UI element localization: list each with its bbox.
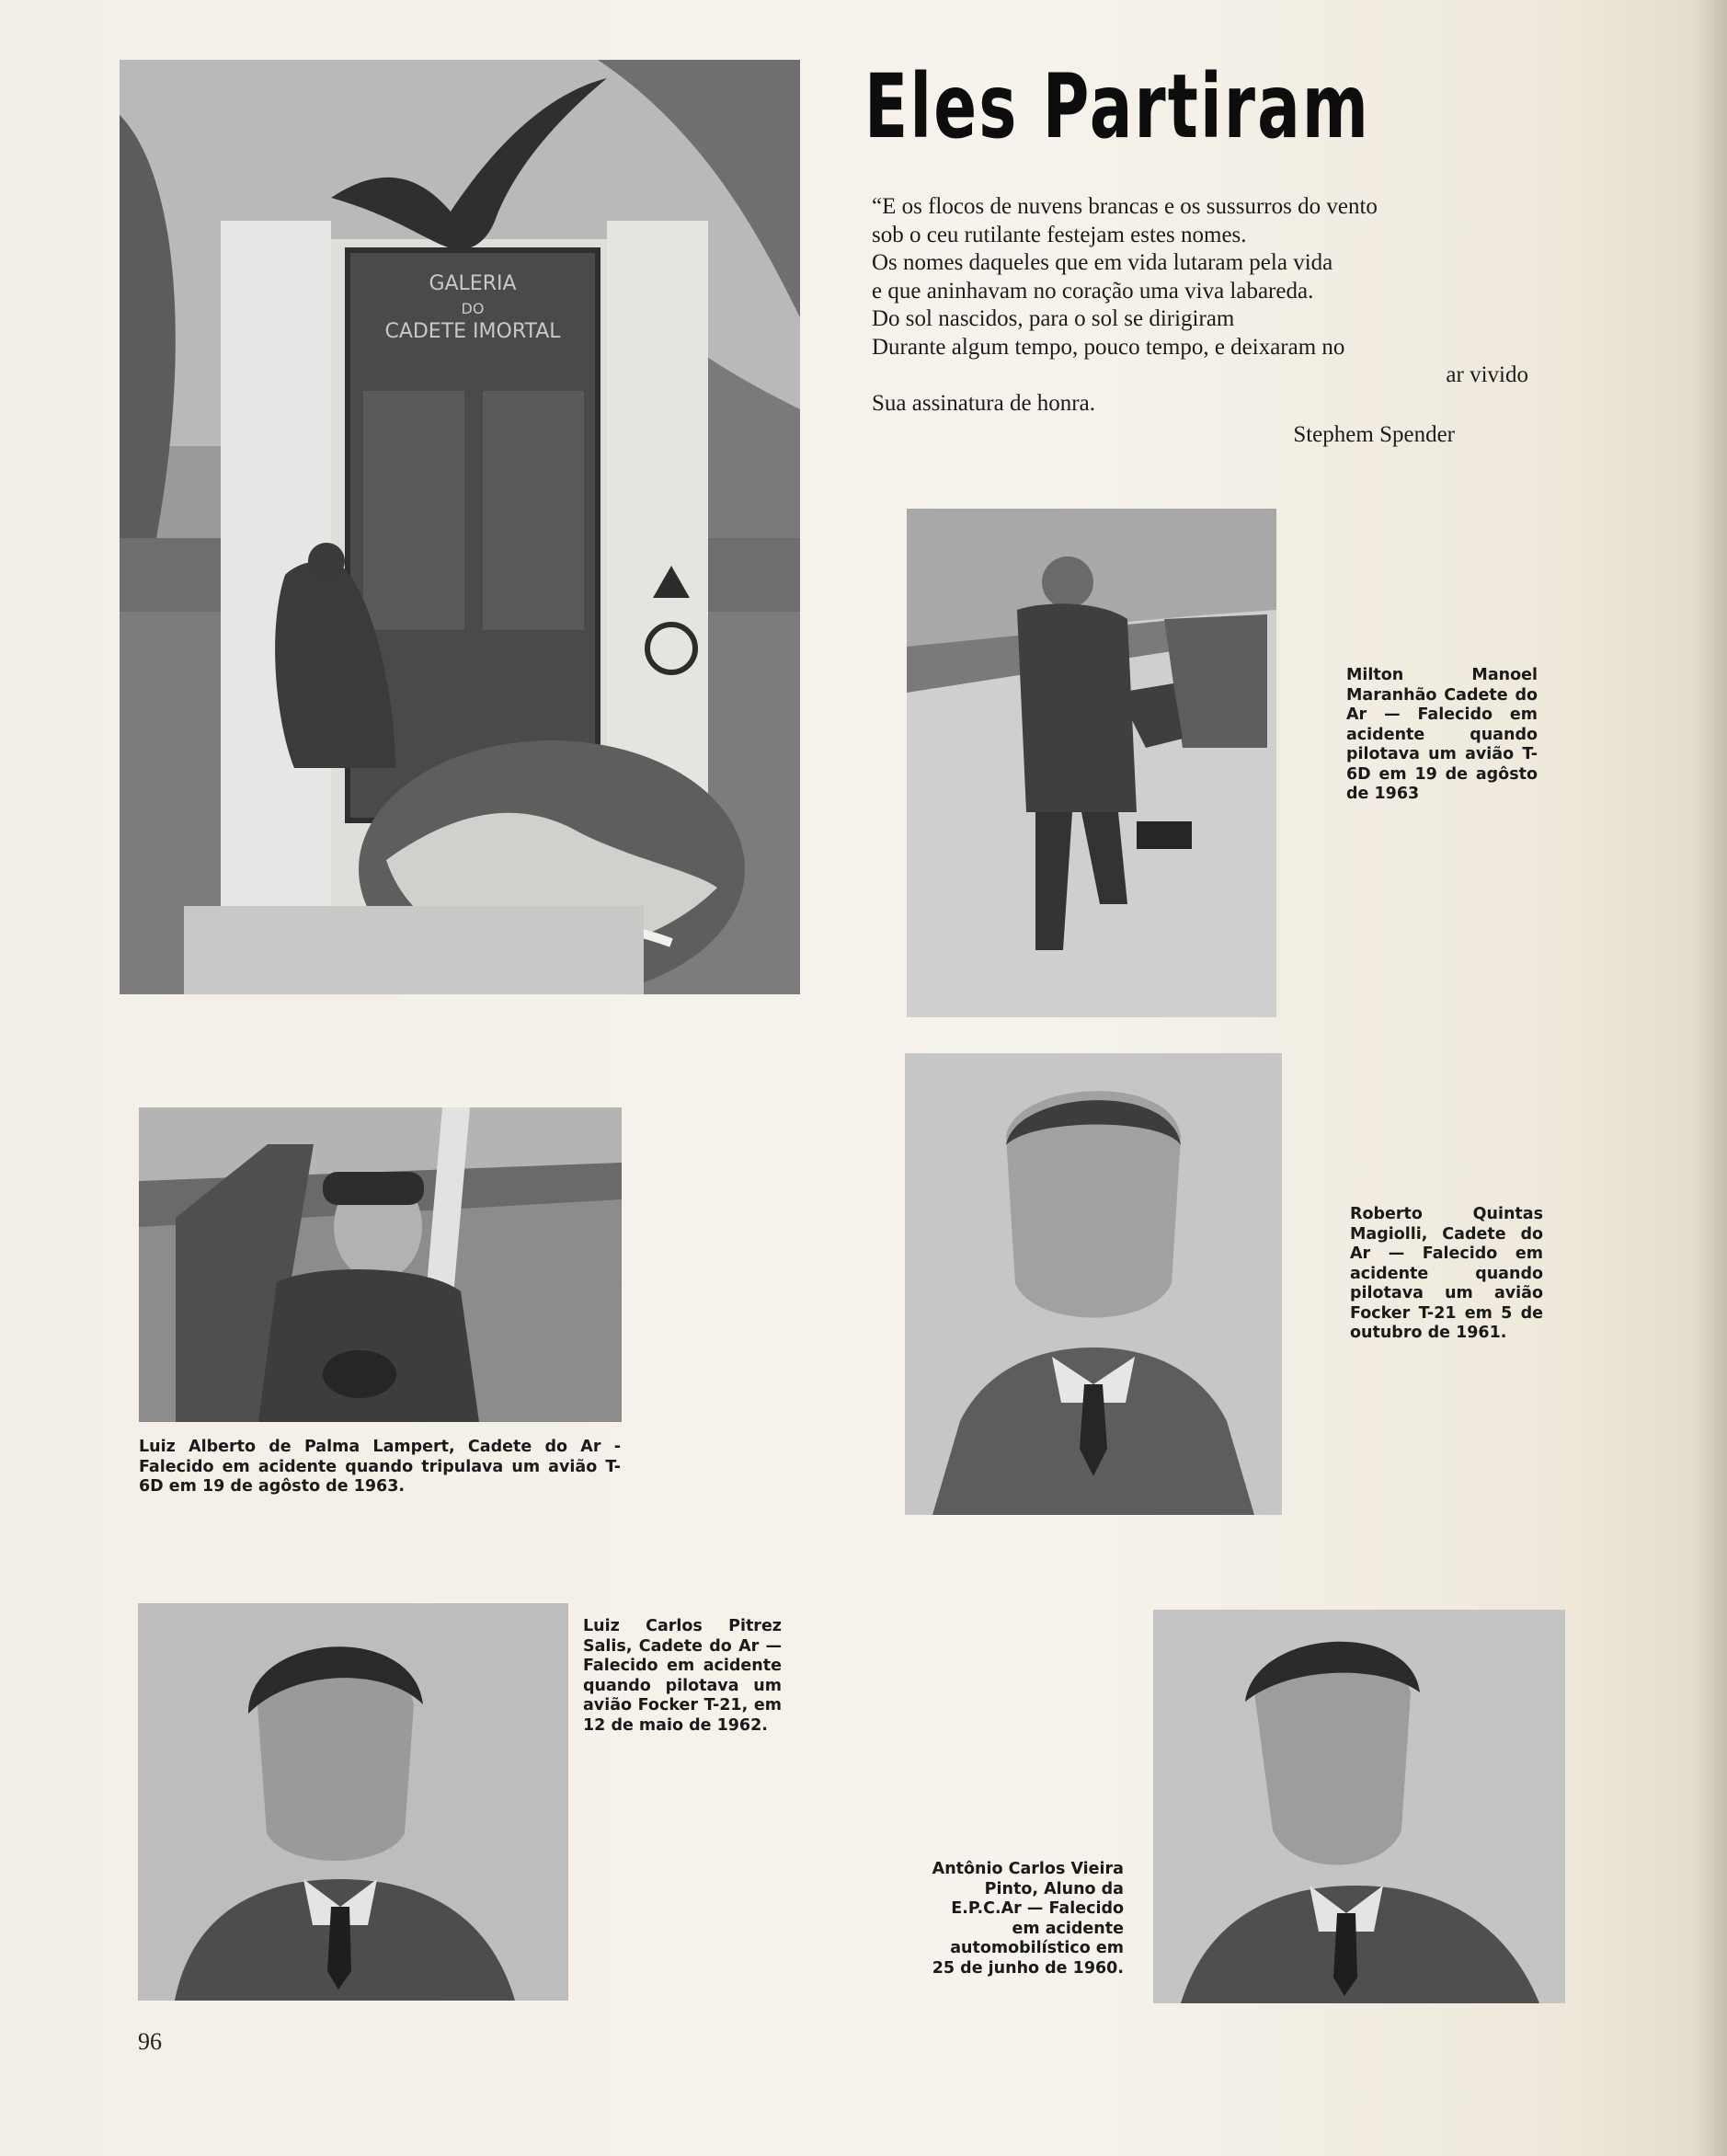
poem-line-5: Do sol nascidos, para o sol se dirigiram bbox=[872, 306, 1235, 331]
page-edge-shadow bbox=[1696, 0, 1727, 2156]
poem-line-3: Os nomes daqueles que em vida lutaram pela vida bbox=[872, 250, 1333, 275]
poem-line-6: Durante algum tempo, pouco tempo, e deixaram no bbox=[872, 334, 1345, 360]
photo-luiz-alberto bbox=[139, 1107, 622, 1422]
poem-line-2: sob o ceu rutilante festejam estes nomes. bbox=[872, 222, 1247, 247]
memorial-photo bbox=[120, 60, 800, 994]
caption-milton: Milton Manoel Maranhão Cadete do Ar — Falecido em acidente quando pilotava um avião T-6D em 19 de agôsto de 1963 bbox=[1346, 666, 1538, 803]
caption-luiz-alberto: Luiz Alberto de Palma Lampert, Cadete do Ar - Falecido em acidente quando tripulava um avião T-6D em 19 de agôsto de 1963. bbox=[139, 1438, 621, 1496]
photo-luiz-carlos bbox=[138, 1603, 568, 2001]
poem-author: Stephem Spender bbox=[1293, 422, 1455, 447]
page-number: 96 bbox=[138, 2028, 162, 2055]
plaque-text-2: DO bbox=[461, 300, 485, 317]
photo-roberto bbox=[905, 1053, 1282, 1515]
poem bbox=[872, 193, 1534, 450]
poem-line-4: e que aninhavam no coração uma viva labareda. bbox=[872, 278, 1314, 304]
caption-luiz-carlos: Luiz Carlos Pitrez Salis, Cadete do Ar — Falecido em acidente quando pilotava um avião Focker T-21, em 12 de maio de 1962. bbox=[583, 1617, 782, 1735]
plaque-text-1: GALERIA bbox=[429, 272, 517, 295]
caption-roberto: Roberto Quintas Magiolli, Cadete do Ar — Falecido em acidente quando pilotava um avião Focker T-21 em 5 de outubro de 1961. bbox=[1350, 1205, 1543, 1342]
poem-line-8: Sua assinatura de honra. bbox=[872, 390, 1095, 416]
caption-antonio: Antônio Carlos Vieira Pinto, Aluno da E.P.C.Ar — Falecido em acidente automobilístico em 25 de junho de 1960. bbox=[932, 1860, 1124, 1978]
poem-line-1: “E os flocos de nuvens brancas e os sussurros do vento bbox=[872, 194, 1378, 219]
plaque-text-3: CADETE IMORTAL bbox=[384, 320, 561, 343]
page-title: Eles Partiram bbox=[864, 55, 1371, 158]
photo-antonio bbox=[1153, 1610, 1565, 2003]
poem-line-7: ar vivido bbox=[1446, 362, 1528, 387]
photo-milton bbox=[907, 509, 1276, 1017]
